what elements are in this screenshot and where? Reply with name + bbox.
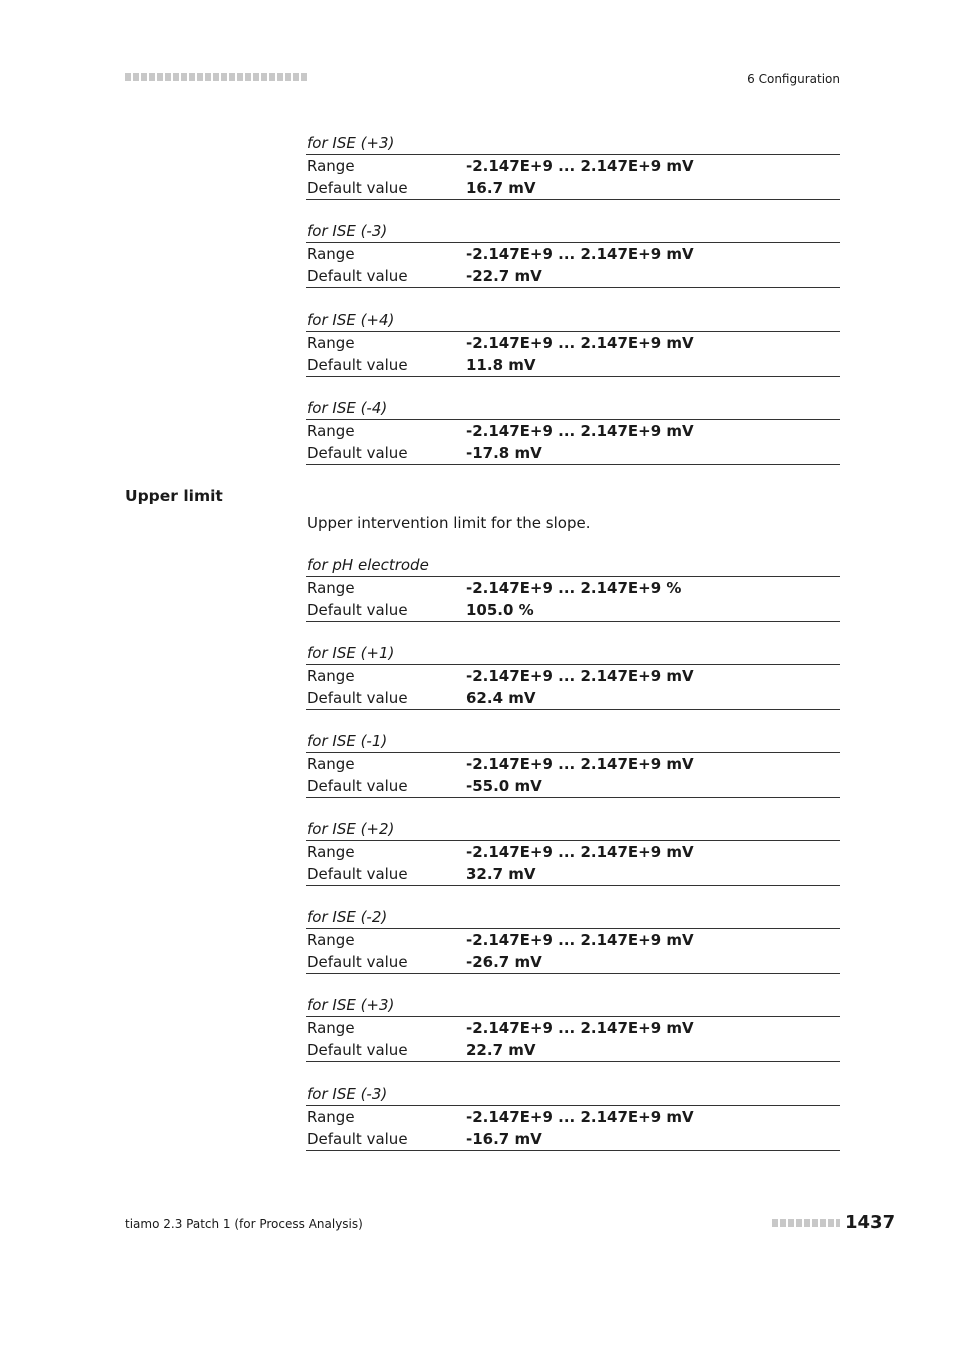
default-value: -55.0 mV (466, 777, 542, 795)
param-block (306, 309, 840, 377)
default-label: Default value (307, 444, 408, 462)
default-value: -22.7 mV (466, 267, 542, 285)
param-block-title: for ISE (+3) (307, 134, 395, 152)
default-row (306, 1128, 840, 1150)
default-label: Default value (307, 356, 408, 374)
range-row (306, 155, 840, 177)
range-value: -2.147E+9 ... 2.147E+9 mV (466, 667, 694, 685)
param-block-title: for ISE (-3) (307, 222, 388, 240)
default-row (306, 775, 840, 797)
range-value: -2.147E+9 ... 2.147E+9 % (466, 579, 682, 597)
param-table (306, 331, 840, 377)
default-row (306, 177, 840, 199)
default-label: Default value (307, 777, 408, 795)
range-value: -2.147E+9 ... 2.147E+9 mV (466, 1108, 694, 1126)
default-value: -26.7 mV (466, 953, 542, 971)
default-row (306, 599, 840, 621)
param-block-title: for ISE (+3) (307, 996, 395, 1014)
param-table (306, 154, 840, 200)
range-value: -2.147E+9 ... 2.147E+9 mV (466, 245, 694, 263)
range-row (306, 332, 840, 354)
range-row (306, 420, 840, 442)
range-label: Range (307, 157, 355, 175)
section-heading: Upper limit (125, 487, 223, 505)
default-label: Default value (307, 953, 408, 971)
range-label: Range (307, 579, 355, 597)
range-value: -2.147E+9 ... 2.147E+9 mV (466, 1019, 694, 1037)
param-block-title: for ISE (+1) (307, 644, 395, 662)
range-label: Range (307, 1108, 355, 1126)
range-label: Range (307, 1019, 355, 1037)
param-block-title: for ISE (-3) (307, 1085, 388, 1103)
range-value: -2.147E+9 ... 2.147E+9 mV (466, 755, 694, 773)
range-value: -2.147E+9 ... 2.147E+9 mV (466, 843, 694, 861)
default-value: 22.7 mV (466, 1041, 536, 1059)
footer-product: tiamo 2.3 Patch 1 (for Process Analysis) (125, 1217, 363, 1231)
default-value: 32.7 mV (466, 865, 536, 883)
default-value: -16.7 mV (466, 1130, 542, 1148)
param-block-title: for ISE (-1) (307, 732, 388, 750)
param-block-title: for ISE (+2) (307, 820, 395, 838)
default-label: Default value (307, 267, 408, 285)
range-label: Range (307, 755, 355, 773)
default-label: Default value (307, 1041, 408, 1059)
param-block-title: for ISE (-4) (307, 399, 388, 417)
default-value: 11.8 mV (466, 356, 536, 374)
range-label: Range (307, 667, 355, 685)
range-value: -2.147E+9 ... 2.147E+9 mV (466, 157, 694, 175)
param-block-title: for pH electrode (307, 556, 429, 574)
default-label: Default value (307, 865, 408, 883)
range-value: -2.147E+9 ... 2.147E+9 mV (466, 931, 694, 949)
param-block (306, 906, 840, 974)
param-block (306, 554, 840, 622)
default-value: 62.4 mV (466, 689, 536, 707)
range-label: Range (307, 334, 355, 352)
param-block (306, 730, 840, 798)
default-row (306, 265, 840, 287)
section-description: Upper intervention limit for the slope. (307, 514, 591, 532)
default-label: Default value (307, 689, 408, 707)
param-block (306, 220, 840, 288)
range-row (306, 577, 840, 599)
param-block (306, 994, 840, 1062)
param-table (306, 840, 840, 886)
param-block (306, 132, 840, 200)
param-table (306, 1016, 840, 1062)
param-block (306, 397, 840, 465)
param-table (306, 419, 840, 465)
default-row (306, 951, 840, 973)
range-row (306, 1017, 840, 1039)
default-row (306, 354, 840, 376)
param-table (306, 664, 840, 710)
default-label: Default value (307, 601, 408, 619)
default-row (306, 687, 840, 709)
default-row (306, 1039, 840, 1061)
param-table (306, 1105, 840, 1151)
range-row (306, 753, 840, 775)
range-row (306, 1106, 840, 1128)
range-row (306, 243, 840, 265)
param-block-title: for ISE (+4) (307, 311, 395, 329)
param-table (306, 752, 840, 798)
range-label: Range (307, 931, 355, 949)
param-block (306, 818, 840, 886)
chapter-title: 6 Configuration (747, 72, 840, 86)
default-label: Default value (307, 1130, 408, 1148)
default-label: Default value (307, 179, 408, 197)
page-number: 1437 (845, 1212, 896, 1233)
header-decoration (125, 73, 307, 81)
default-value: 105.0 % (466, 601, 534, 619)
range-label: Range (307, 422, 355, 440)
param-table (306, 576, 840, 622)
range-row (306, 929, 840, 951)
range-label: Range (307, 843, 355, 861)
range-value: -2.147E+9 ... 2.147E+9 mV (466, 334, 694, 352)
default-value: 16.7 mV (466, 179, 536, 197)
range-label: Range (307, 245, 355, 263)
param-table (306, 242, 840, 288)
range-row (306, 665, 840, 687)
footer-decoration (772, 1219, 840, 1227)
param-block (306, 1083, 840, 1151)
range-value: -2.147E+9 ... 2.147E+9 mV (466, 422, 694, 440)
param-block (306, 642, 840, 710)
param-block-title: for ISE (-2) (307, 908, 388, 926)
default-value: -17.8 mV (466, 444, 542, 462)
param-table (306, 928, 840, 974)
default-row (306, 863, 840, 885)
range-row (306, 841, 840, 863)
default-row (306, 442, 840, 464)
